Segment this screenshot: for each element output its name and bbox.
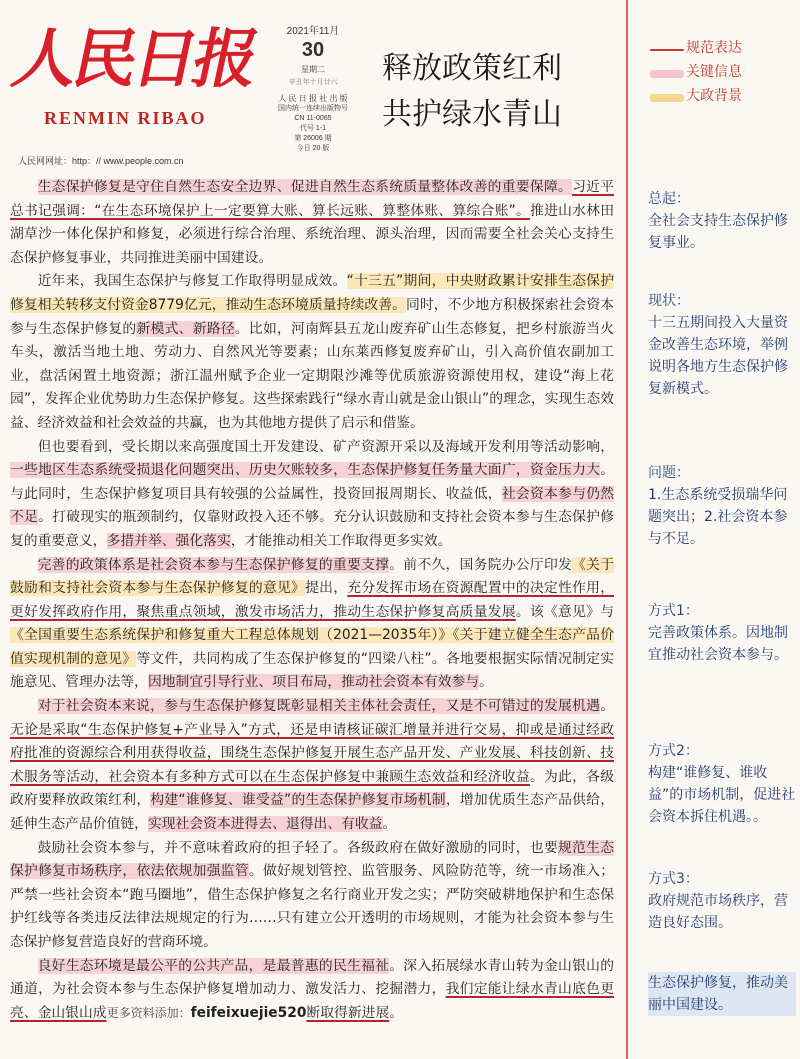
policy-background-span: 《关于鼓励和支持社会资本参与生态保护修复的意见》 — [10, 556, 615, 597]
text-span: 。 — [389, 1004, 404, 1021]
key-info-span: 生态保护修复是守住自然生态安全边界、促进自然生态系统质量整体改善的重要保障。 — [37, 179, 573, 195]
legend-item — [650, 62, 800, 86]
text-span: 推进山水林田湖草沙一体化保护和修复，必须进行综合治理、系统治理、源头治理，因而需要全社会关心支持生态保护修复事业，共同推进美丽中国建设。 — [10, 202, 615, 266]
text-span: ，增加优质生态产品供给，延伸生态产品价值链， — [10, 792, 615, 833]
note-body: 构建“谁修复、谁收益”的市场机制，促进社会资本拆住机遇。。 — [648, 765, 796, 825]
issue-weekday: 星期二 — [301, 65, 325, 74]
key-info-span: 良好生态环境是最公平的公共产品，是最普惠的民生福祉 — [37, 957, 390, 974]
headline-line-1: 释放政策红利 — [382, 51, 562, 86]
issue-line: 代号 1-1 — [299, 125, 327, 132]
text-span: 。与此同时，生态保护修复项目具有较强的公益属性，投资回报周期长、收益低， — [10, 462, 614, 502]
newspaper-logo — [6, 20, 263, 130]
website-line: 人民网网址：http：// www.people.com.cn — [18, 156, 184, 166]
margin-note-1 — [648, 188, 796, 254]
margin-note-2 — [648, 290, 796, 400]
policy-background-span: 《全国重要生态系统保护和修复重大工程总体规划（2021—2035年）》《关于建立健全生态产品价值实现机制的意见》 — [10, 627, 614, 667]
key-info-span: 新模式、新路径 — [136, 320, 235, 337]
issue-info — [272, 22, 354, 162]
key-info-span: 社会资本参与仍然不足 — [10, 485, 615, 526]
margin-note-5 — [648, 740, 796, 828]
text-span: 但也要看到，受长期以来高强度国土开发建设、矿产资源开采以及海域开发利用等活动影响， — [37, 438, 614, 455]
yellow-highlight-swatch-icon — [650, 94, 684, 102]
text-span: 同时，不少地方积极探索社会资本参与生态保护修复的 — [10, 296, 614, 337]
key-info-span: 规范生态保护修复市场秩序，依法依规加强监管 — [10, 839, 615, 880]
issue-line: CN 11-0065 — [294, 115, 332, 122]
issue-line: 国内统一连续出版物号 — [278, 105, 348, 112]
article-headline — [382, 46, 622, 138]
logo-english: RENMIN RIBAO — [44, 108, 207, 128]
paragraph-3 — [10, 436, 614, 554]
paragraph-4 — [10, 554, 614, 696]
underlined-span: 习近平总书记强调：“在生态环境保护上一定要算大账、算长远账、算整体账、算综合账”。 — [10, 179, 615, 219]
text-span: 。比如，河南辉县五龙山废弃矿山生态修复，把乡村旅游当火车头，激活当地土地、劳动力、自然风光等要素；山东莱西修复废弃矿山，引入高价值农副加工业，盘活闲置土地资源；浙江温州赋予企业一定期限沙滩等优质旅游资源使用权，建设“海上花园”，发挥企业优势助力生态保护修复。这些探索践行“绿水青山就是金山银山”的理念，实现生态效益、经济效益和社会效益的共赢，也为其他地方提供了启示和借鉴。 — [10, 320, 615, 431]
margin-note-4 — [648, 600, 796, 666]
legend-label: 大政背景 — [686, 88, 742, 104]
note-body: 政府规范市场秩序，营造良好态围。 — [648, 893, 788, 931]
key-info-span: 构建“谁修复、谁受益”的生态保护修复市场机制 — [150, 792, 446, 809]
pink-highlight-swatch-icon — [650, 70, 684, 78]
underline-swatch-icon — [650, 49, 684, 51]
margin-note-3 — [648, 462, 796, 550]
note-body: 1.生态系统受损瑞华问题突出；2.社会资本参与不足。 — [648, 487, 788, 547]
policy-background-span: “十三五”期间，中央财政累计安排生态保护修复相关转移支付资金8779亿元，推动生态环境质量持续改善。 — [10, 273, 615, 313]
note-body: 十三五期间投入大量资金改善生态环境，举例说明各地方生态保护修复新模式。 — [648, 315, 788, 397]
text-span: 。为此，各级政府要释放政策红利， — [10, 768, 615, 809]
text-span: 。打破现实的瓶颈制约，仅靠财政投入还不够。充分认识鼓励和支持社会资本参与生态保护修复的重要意义， — [10, 509, 615, 549]
issue-line: 今日 20 版 — [296, 145, 330, 152]
underlined-span: 充分发挥市场在资源配置中的决定性作用，更好发挥政府作用，聚焦重点领域，激发市场活力，推动生态保护修复高质量发展 — [10, 580, 615, 620]
issue-publisher: 人 民 日 报 社 出 版 — [278, 94, 348, 103]
issue-month: 2021年11月 — [286, 26, 340, 37]
note-title: 问题： — [648, 465, 690, 481]
text-span: 。深入拓展绿水青山转为金山银山的通道，为社会资本参与生态保护修复增加动力、激发活力、挖掘潜力， — [10, 957, 615, 998]
note-body: 完善政策体系。因地制宜推动社会资本参与。 — [648, 625, 788, 663]
legend-label: 规范表达 — [686, 40, 742, 56]
underlined-span: 断取得新进展 — [306, 1004, 390, 1021]
text-span: ，才能推动相关工作取得更多实效。 — [230, 532, 452, 549]
issue-day: 30 — [301, 39, 325, 61]
underlined-span: 我们定能让绿水青山底色更亮、金山银山成 — [10, 981, 614, 1021]
text-span: 鼓励社会资本参与，并不意味着政府的担子轻了。各级政府在做好激励的同时，也要 — [37, 839, 559, 856]
key-info-span: 多措并举、强化落实 — [106, 532, 231, 549]
paragraph-6 — [10, 837, 614, 955]
text-span: 。前不久，国务院办公厅印发 — [389, 556, 573, 573]
paragraph-1 — [10, 176, 614, 270]
legend-item — [650, 38, 800, 62]
text-span: 等文件，共同构成了生态保护修复的“四梁八柱”。各地要根据实际情况制定实施意见、管理办法等， — [10, 650, 615, 691]
underlined-span: 无论是采取“生态保护修复+产业导入”方式，还是申请核证碳汇增量并进行交易，抑或是通过经政府批准的资源综合利用获得收益，围绕生态保护修复开展生态产品开发、产业发展、科技创新、技术服务等活动，社会资本有多种方式可以在生态保护修复中兼顾生态效益和经济收益 — [10, 721, 614, 785]
paragraph-5 — [10, 695, 614, 837]
text-span: 提出， — [305, 580, 348, 597]
note-title: 现状： — [648, 293, 690, 309]
text-span: 近年来，我国生态保护与修复工作取得明显成效。 — [37, 273, 347, 290]
headline-line-2: 共护绿水青山 — [382, 97, 562, 132]
text-span: 。 — [382, 816, 397, 833]
issue-lunar-date: 辛丑年十月廿六 — [288, 79, 338, 86]
key-info-span: 一些地区生态系统受损退化问题突出、历史欠账较多，生态保护修复任务量大面广，资金压力大 — [10, 462, 601, 479]
text-span: 。该《意见》与 — [515, 603, 615, 620]
key-info-span: 因地制宜引导行业、项目布局，推动社会资本有效参与 — [147, 674, 480, 691]
note-body: 全社会支持生态保护修复事业。 — [648, 213, 788, 251]
logo-chinese: 人民日报 — [6, 22, 263, 97]
watermark-label: 更多资料添加： — [106, 1005, 191, 1020]
legend-label: 关键信息 — [686, 64, 742, 80]
key-info-span: 实现社会资本进得去、退得出、有收益 — [147, 816, 383, 833]
annotation-legend — [650, 38, 800, 110]
note-title: 方式3： — [648, 871, 699, 887]
issue-line: 第 26006 期 — [294, 135, 332, 142]
text-span: 。 — [600, 698, 614, 715]
note-title: 总起： — [648, 191, 690, 207]
margin-divider — [626, 0, 628, 1059]
paragraph-2 — [10, 270, 614, 435]
margin-note-6 — [648, 868, 796, 934]
key-info-span: 对于社会资本来说，参与生态保护修复既彰显相关主体社会责任，又是不可错过的发展机遇 — [37, 698, 601, 715]
text-span: 。做好规划管控、监管服务、风险防范等，统一市场准入；严禁一些社会资本“跑马圈地”，借生态保护修复之名行商业开发之实；严防突破耕地保护和生态保护红线等各类违反法律法规规定的行为……只有建立公开透明的市场规则，才能为社会资本参与生态保护修复营造良好的营商环境。 — [10, 863, 614, 950]
note-body: 生态保护修复，推动美丽中国建设。 — [648, 972, 796, 1016]
paragraph-7 — [10, 955, 614, 1026]
note-title: 方式1： — [648, 603, 699, 619]
legend-item — [650, 86, 800, 110]
key-info-span: 完善的政策体系是社会资本参与生态保护修复的重要支撑 — [37, 556, 390, 573]
watermark-id: feifeixuejie520 — [190, 1004, 307, 1021]
article-body — [10, 176, 614, 1025]
margin-note-7 — [648, 972, 796, 1016]
note-title: 方式2： — [648, 743, 699, 759]
text-span: 。 — [479, 674, 493, 691]
